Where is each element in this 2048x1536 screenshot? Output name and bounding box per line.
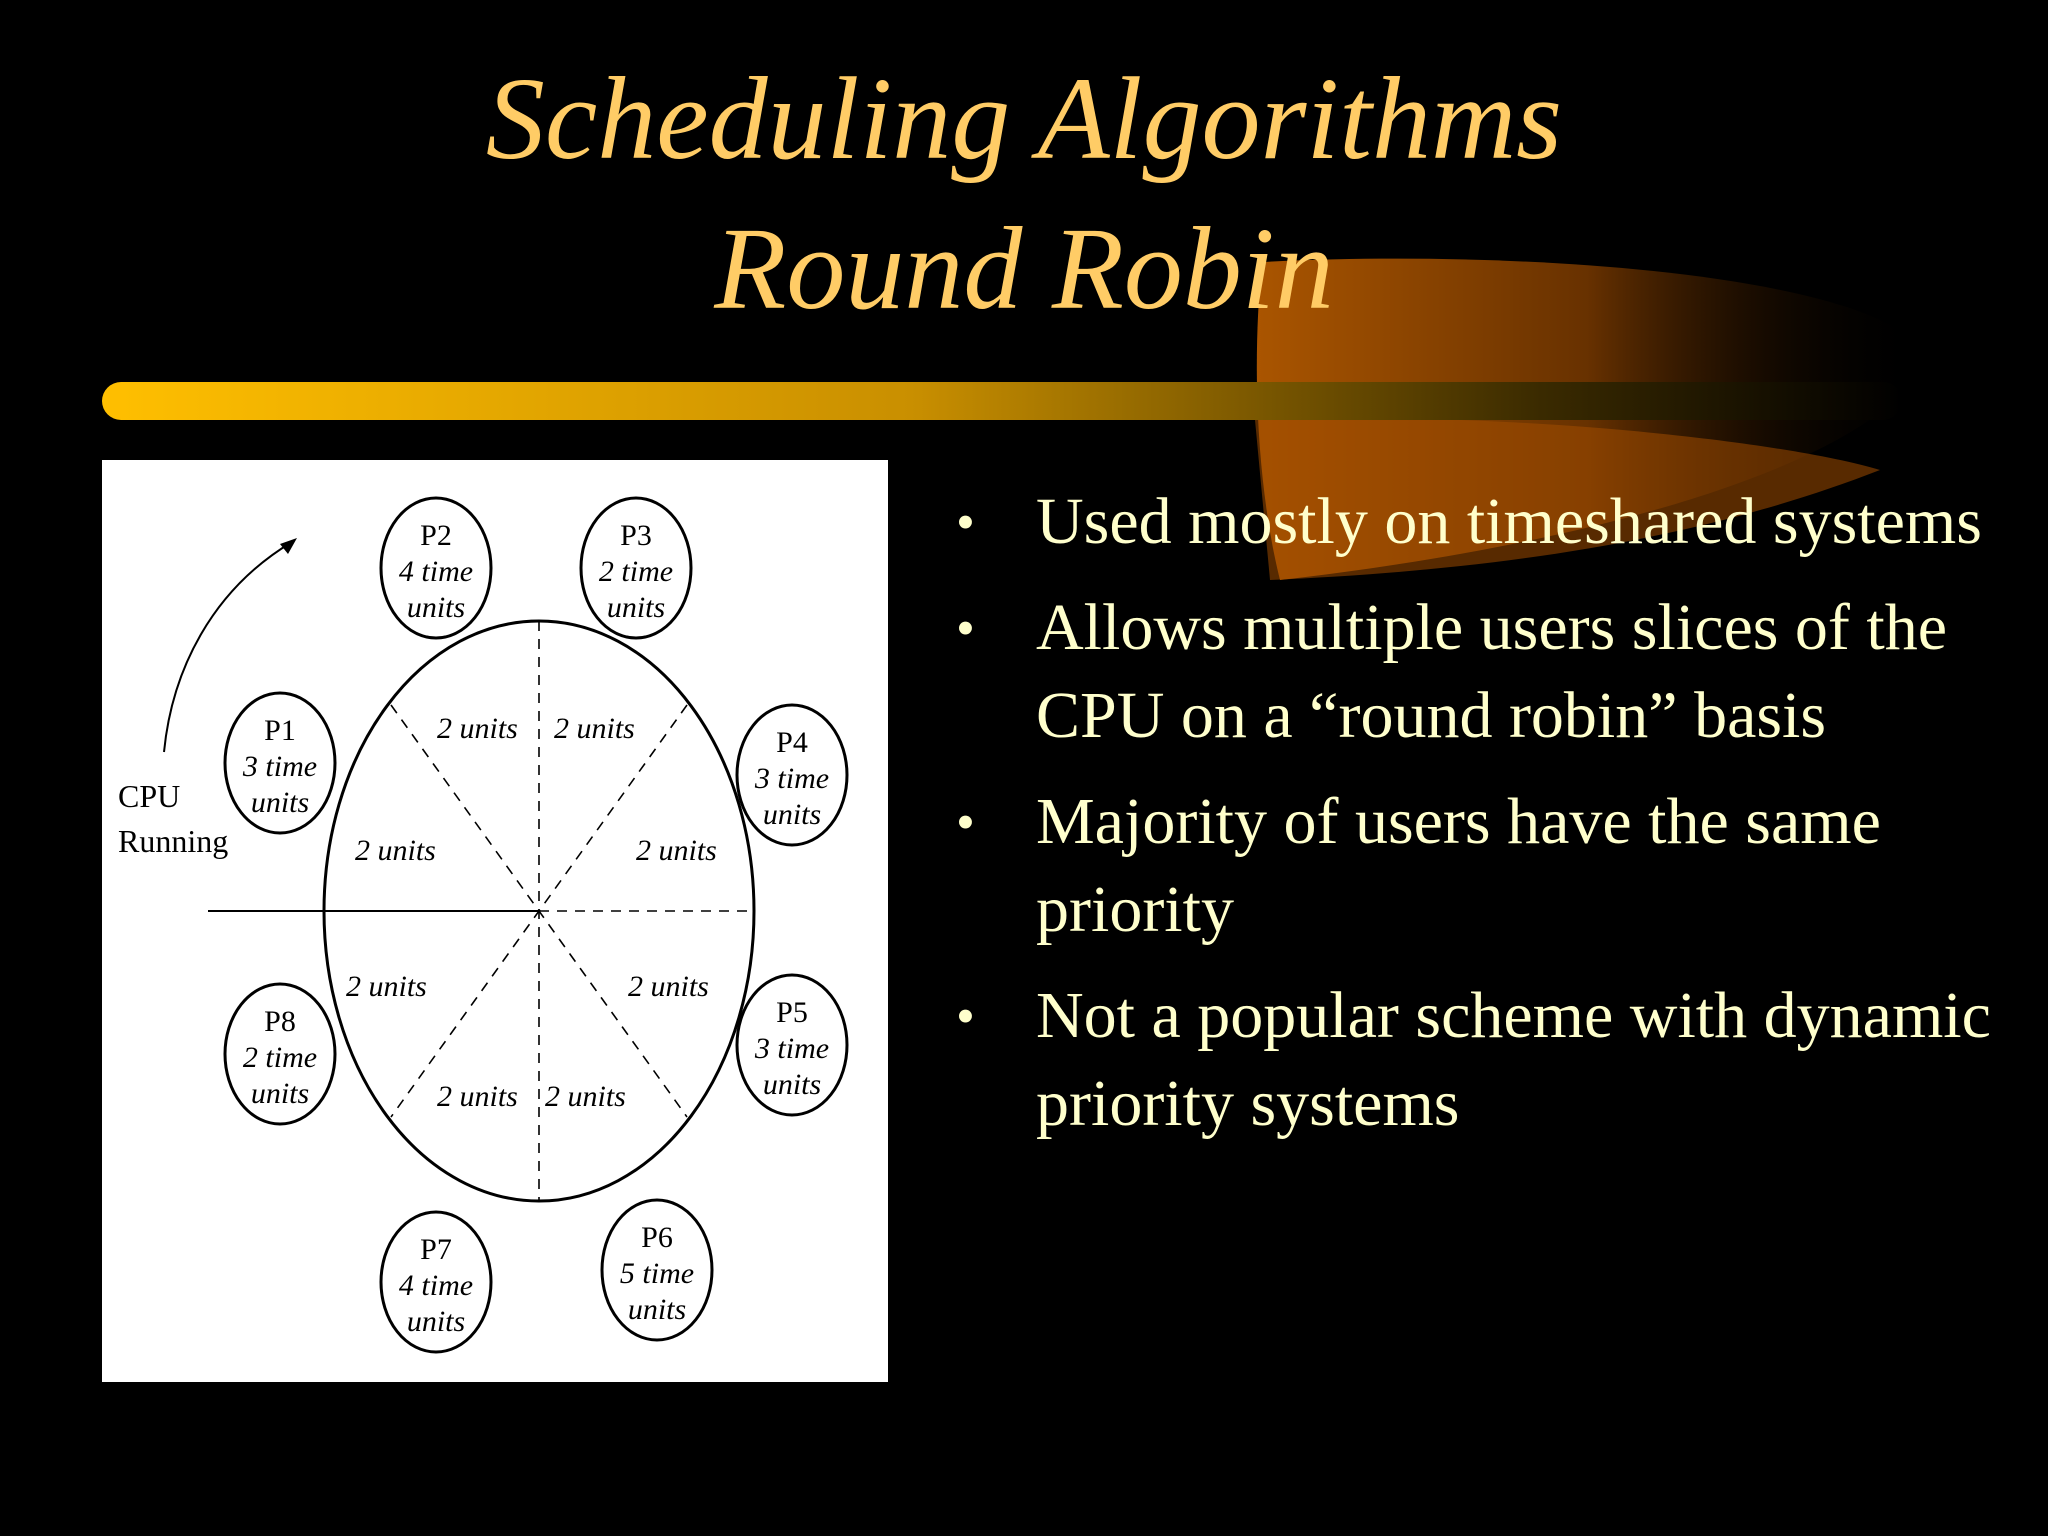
process-time-units: units (250, 1077, 310, 1110)
slice-label: 2 units (346, 970, 427, 1003)
bullet-text: Not a popular scheme with dynamic priority systems (1036, 979, 1991, 1140)
slice-label: 2 units (628, 970, 709, 1003)
process-time-units: units (762, 1068, 822, 1101)
process-name: P6 (641, 1221, 673, 1254)
cpu-label: CPU (118, 778, 181, 814)
process-time-units: units (406, 1305, 466, 1338)
slice-label: 2 units (636, 834, 717, 867)
accent-bar (102, 382, 1902, 420)
round-robin-diagram (102, 460, 888, 1382)
process-time: 3 time (754, 1032, 830, 1065)
process-name: P8 (264, 1005, 296, 1038)
bullet-item (950, 584, 2010, 760)
slice-label: 2 units (355, 834, 436, 867)
bullet-item (950, 972, 2010, 1148)
bullet-text: Allows multiple users slices of the CPU on a “round robin” basis (1036, 591, 1948, 752)
bullet-dot: • (956, 792, 975, 852)
process-name: P3 (620, 519, 652, 552)
slice-label: 2 units (437, 1080, 518, 1113)
slice-label: 2 units (554, 712, 635, 745)
process-time: 2 time (242, 1041, 318, 1074)
process-name: P1 (264, 714, 296, 747)
cpu-arrow-head (280, 538, 297, 554)
slide-title-line-1: Scheduling Algorithms (485, 53, 1563, 184)
bullet-item (950, 478, 2010, 566)
process-name: P7 (420, 1233, 452, 1266)
process-time-units: units (627, 1293, 687, 1326)
slice-label: 2 units (437, 712, 518, 745)
process-time-units: units (762, 798, 822, 831)
process-time: 4 time (398, 555, 474, 588)
slice-label: 2 units (545, 1080, 626, 1113)
bullet-dot: • (956, 492, 975, 552)
bullet-list (950, 478, 2010, 1166)
round-robin-svg (102, 460, 888, 1382)
process-name: P4 (776, 726, 808, 759)
process-name: P2 (420, 519, 452, 552)
bullet-item (950, 778, 2010, 954)
bullet-text: Majority of users have the same priority (1036, 785, 1881, 946)
process-time: 2 time (598, 555, 674, 588)
slide-title-line-2: Round Robin (714, 203, 1334, 334)
running-label: Running (118, 823, 229, 859)
process-time: 3 time (754, 762, 830, 795)
process-time: 5 time (619, 1257, 695, 1290)
process-time-units: units (250, 786, 310, 819)
bullet-text: Used mostly on timeshared systems (1036, 485, 1982, 558)
bullet-dot: • (956, 598, 975, 658)
process-time-units: units (406, 591, 466, 624)
process-name: P5 (776, 996, 808, 1029)
process-time: 3 time (242, 750, 318, 783)
bullet-dot: • (956, 986, 975, 1046)
process-time-units: units (606, 591, 666, 624)
process-time: 4 time (398, 1269, 474, 1302)
